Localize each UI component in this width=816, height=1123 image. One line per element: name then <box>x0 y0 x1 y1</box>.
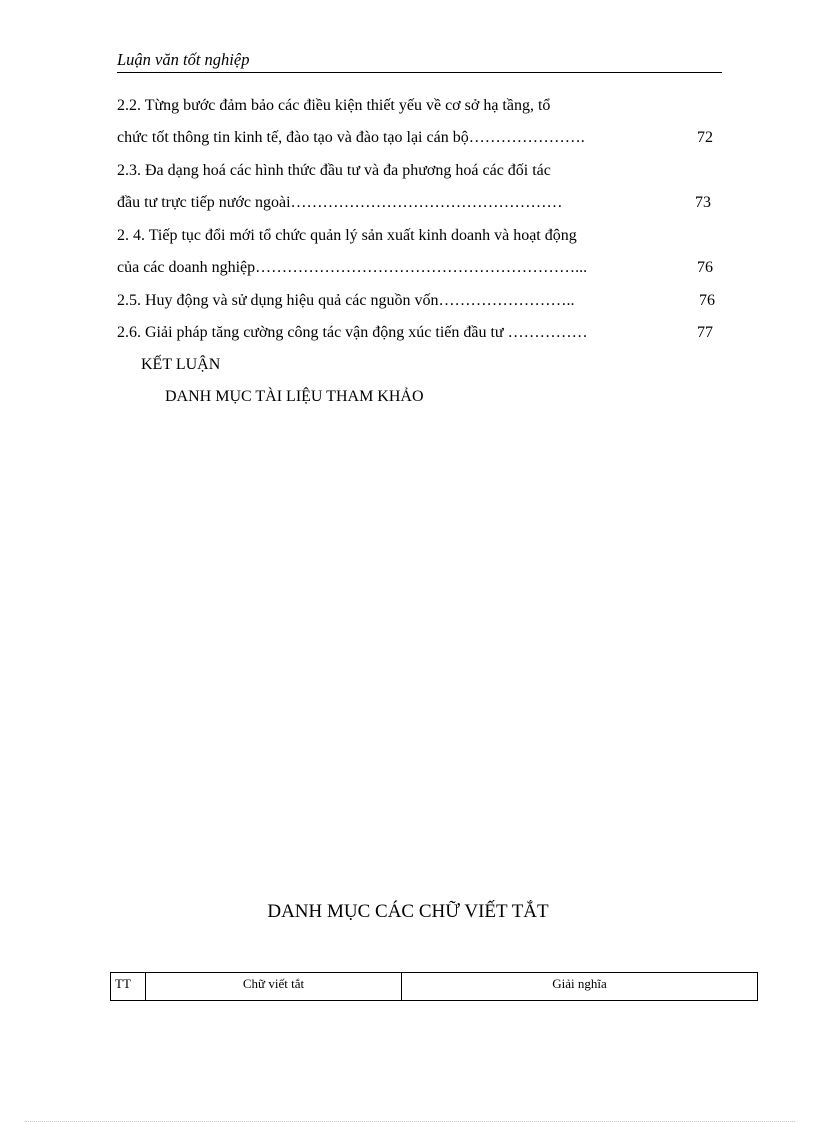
toc-references: DANH MỤC TÀI LIỆU THAM KHẢO <box>165 388 424 405</box>
abbreviations-table <box>110 972 758 1001</box>
toc-line-text: 2.3. Đa dạng hoá các hình thức đầu tư và đa phương hoá các đối tác <box>117 162 551 179</box>
toc-line-page: 77 <box>697 324 713 341</box>
toc-line <box>117 257 715 279</box>
toc-line-text: của các doanh nghiệp……………………………………………………... <box>117 259 588 276</box>
toc-line-text: 2.5. Huy động và sử dụng hiệu quả các nguồn vốn…………………….. <box>117 292 575 309</box>
toc-line-text: chức tốt thông tin kinh tế, đào tạo và đào tạo lại cán bộ…………………. <box>117 129 585 146</box>
column-header-tt: TT <box>111 973 146 1001</box>
toc-line <box>117 95 715 117</box>
toc-line-text: đầu tư trực tiếp nước ngoài…………………………………………… <box>117 194 563 211</box>
toc-line <box>117 225 715 247</box>
toc-line <box>117 160 715 182</box>
toc-line-text: 2.2. Từng bước đảm bảo các điều kiện thiết yếu về cơ sở hạ tầng, tổ <box>117 97 551 114</box>
toc-line-page: 72 <box>697 129 713 146</box>
toc-line <box>117 127 715 149</box>
column-header-meaning: Giải nghĩa <box>402 973 758 1001</box>
abbreviations-title: DANH MỤC CÁC CHỮ VIẾT TẮT <box>267 901 549 922</box>
toc-line <box>117 322 715 344</box>
toc-line <box>117 192 715 214</box>
table-header-row <box>111 973 758 1001</box>
page-header <box>117 50 722 73</box>
toc-line-page: 76 <box>697 259 713 276</box>
toc-line <box>117 290 715 312</box>
page-bottom-divider <box>25 1121 795 1122</box>
toc-line-text: 2.6. Giải pháp tăng cường công tác vận động xúc tiến đầu tư …………… <box>117 324 588 341</box>
column-header-abbreviation: Chữ viết tắt <box>146 973 402 1001</box>
toc-line-text: 2. 4. Tiếp tục đổi mới tổ chức quản lý sản xuất kinh doanh và hoạt động <box>117 227 577 244</box>
toc-line-page: 76 <box>699 292 715 309</box>
header-title: Luận văn tốt nghiệp <box>117 50 250 69</box>
toc-line-page: 73 <box>695 194 711 211</box>
toc-conclusion: KẾT LUẬN <box>141 356 221 373</box>
